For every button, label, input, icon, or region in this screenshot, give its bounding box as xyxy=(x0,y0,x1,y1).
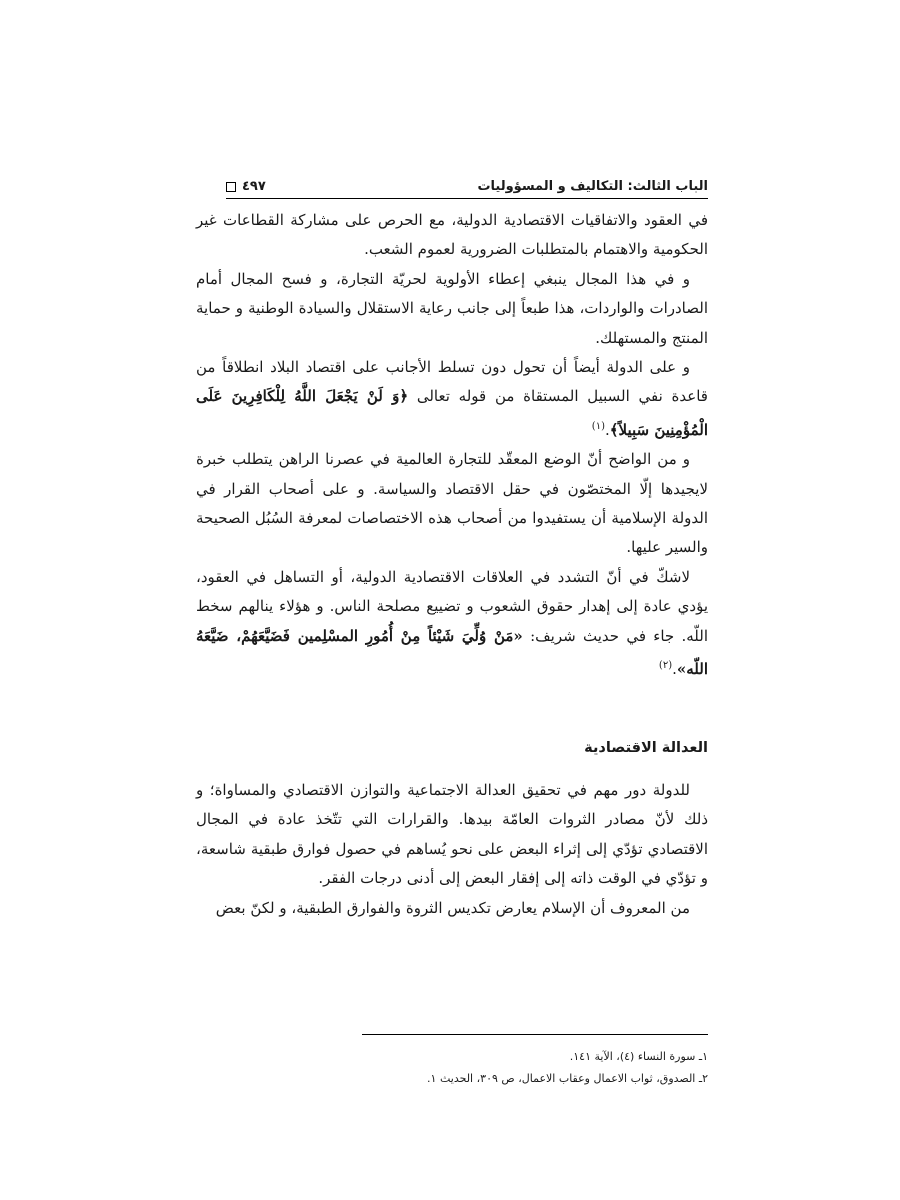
paragraph-5-end: . xyxy=(672,660,677,679)
running-header xyxy=(226,168,708,199)
footnote-ref-2[interactable]: (٢) xyxy=(658,660,673,672)
quran-quote: ﴿وَ لَنْ يَجْعَلَ اللَّهُ لِلْكَافِرِينَ عَلَى الْمُؤْمِنِينَ سَبِيلاً﴾ xyxy=(196,387,708,439)
paragraph-5-text: لاشكّ في أنّ التشدد في العلاقات الاقتصادية الدولية، أو التساهل في العقود، يؤدي عادة إلى إهدار حقوق الشعوب و تضييع مصلحة الناس. و هؤلاء ينالهم سخط اللّه. جاء في حديث شريف: xyxy=(196,567,709,645)
paragraph-3-end: . xyxy=(604,420,610,439)
page-number-group xyxy=(226,179,266,194)
paragraph-3 xyxy=(196,353,708,445)
page-number: ٤٩٧ xyxy=(242,179,266,194)
section-heading: العدالة الاقتصادية xyxy=(584,740,708,756)
paragraph-1: في العقود والاتفاقيات الاقتصادية الدولية، مع الحرص على مشاركة القطاعات غير الحكومية والاهتمام بالمتطلبات الضرورية لعموم الشعب. xyxy=(196,211,708,259)
footnote-divider xyxy=(362,1034,708,1035)
section-paragraph-1: للدولة دور مهم في تحقيق العدالة الاجتماعية والتوازن الاقتصادي والمساواة؛ و ذلك لأنّ مصادر الثروات العامّة بيدها. والقرارات التي تتّخذ عادة في المجال الاقتصادي تؤدّي إلى إثراء البعض على نحو يُساهم في حصول فوارق طبقية شاسعة، و تؤدّي في الوقت ذاته إلى إفقار البعض إلى أدنى درجات الفقر. xyxy=(196,781,708,888)
section-paragraph-2: من المعروف أن الإسلام يعارض تكديس الثروة والفوارق الطبقية، و لكنّ بعض xyxy=(215,898,690,917)
footnote-ref-1[interactable]: (١) xyxy=(591,420,605,432)
paragraph-3-text: و على الدولة أيضاً أن تحول دون تسلط الأجانب على اقتصاد البلاد انطلاقاً من قاعدة نفي السبيل المستقاة من قوله تعالى xyxy=(196,358,708,406)
main-text xyxy=(196,206,708,685)
footnote-1: ١ـ سورة النساء (٤)، الآية ١٤١. xyxy=(569,1050,708,1063)
paragraph-5 xyxy=(196,563,708,685)
footnote-2: ٢ـ الصدوق، ثواب الاعمال وعقاب الاعمال، ص ٣٠٩، الحديث ١. xyxy=(427,1072,708,1085)
hadith-quote: «مَنْ وُلِّيَ شَيْئاً مِنْ أُمُورِ المسْلِمين فَضَيَّعَهُمْ، ضَيَّعَهُ اللّه» xyxy=(196,626,708,679)
square-icon xyxy=(226,182,236,192)
footnotes xyxy=(196,1046,708,1090)
paragraph-4: و من الواضح أنّ الوضع المعقّد للتجارة العالمية في عصرنا الراهن يتطلب خبرة لايجيدها إلّا المختصّون في حقل الاقتصاد والسياسة. و على أصحاب القرار في الدولة الإسلامية أن يستفيدوا من أصحاب هذه الاختصاصات لمعرفة السُبُل الصحيحة والسير عليها. xyxy=(196,450,708,557)
paragraph-2: و في هذا المجال ينبغي إعطاء الأولوية لحريّة التجارة، و فسح المجال أمام الصادرات والواردات، هذا طبعاً إلى جانب رعاية الاستقلال والسيادة الوطنية و حماية المنتج والمستهلك. xyxy=(196,269,708,347)
section-text xyxy=(196,776,708,923)
chapter-title: الباب الثالث: التكاليف و المسؤوليات xyxy=(477,179,708,194)
